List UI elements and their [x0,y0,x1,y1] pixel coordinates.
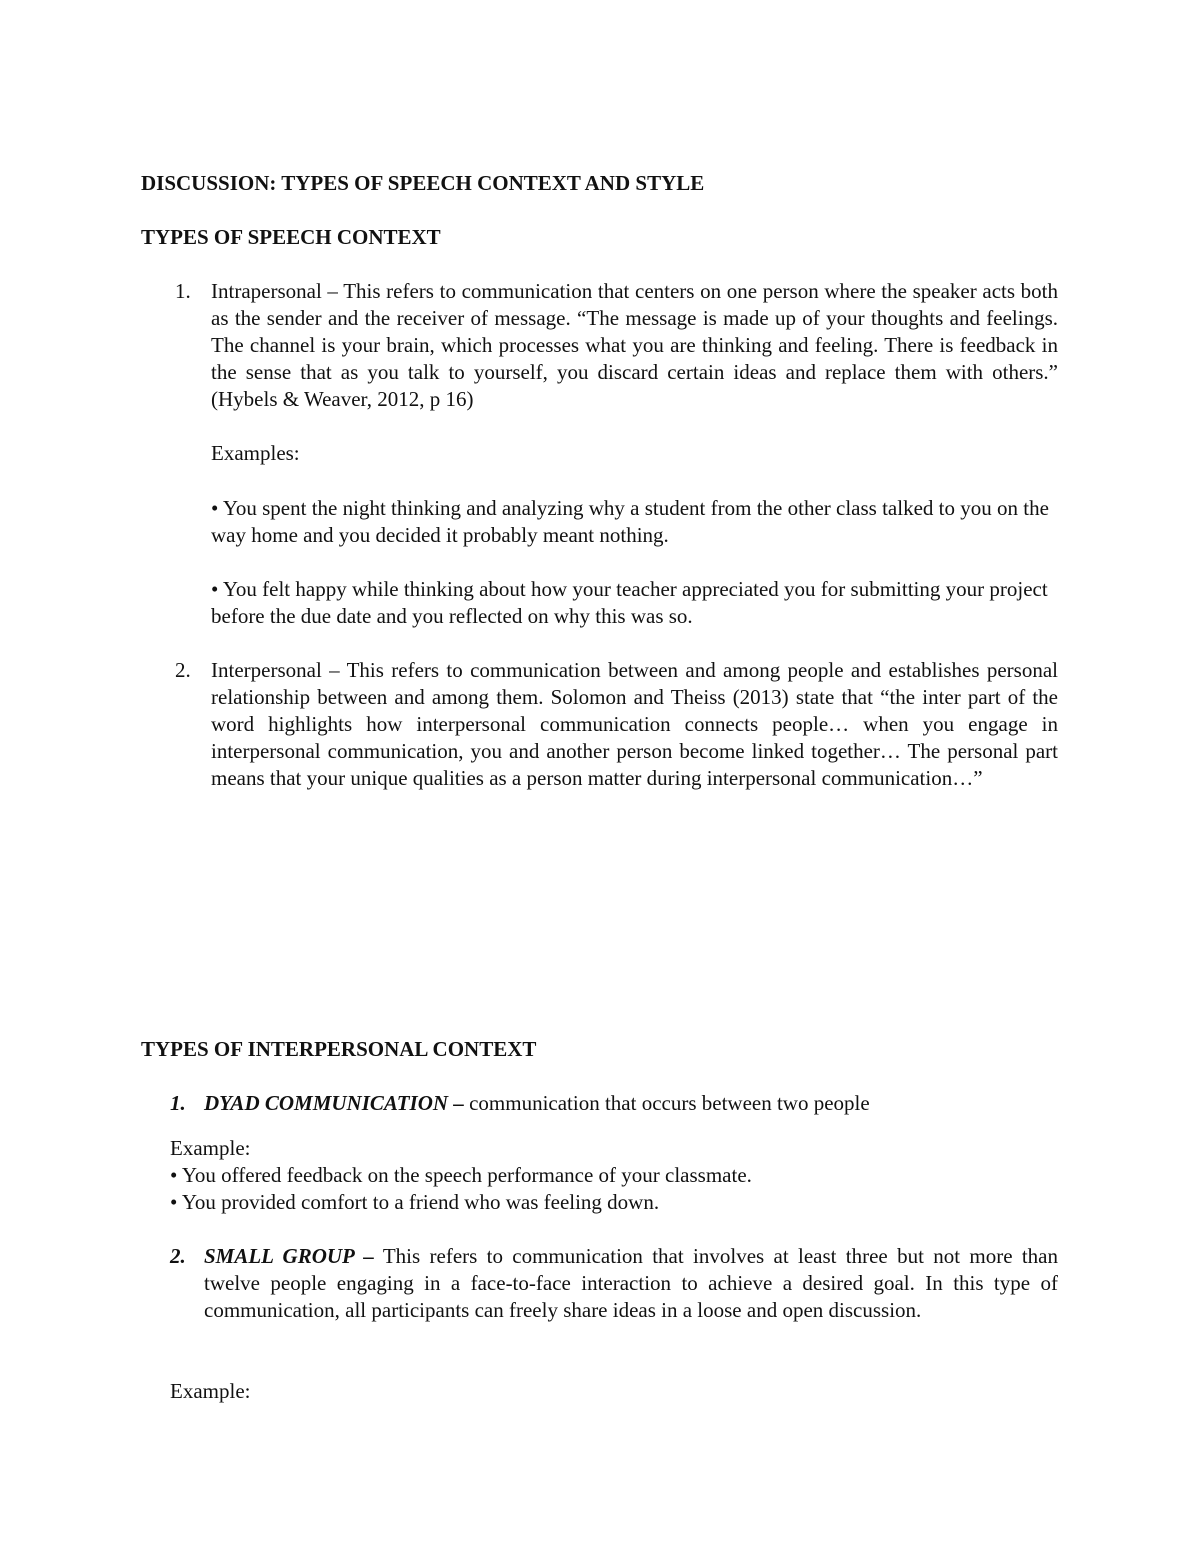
list-number: 1. [170,1091,186,1115]
document-title: DISCUSSION: TYPES OF SPEECH CONTEXT AND STYLE [141,171,705,195]
intrapersonal-paragraph: Intrapersonal – This refers to communication that centers on one person where the speaker acts both as the sender and the receiver of message. “The message is made up of your thoughts and feelings. The channel is your brain, which processes what you are thinking and feeling. There is feedback in the sense that as you talk to yourself, you discard certain ideas and replace them with others.” (Hybels & Weaver, 2012, p 16) [211,279,1058,411]
dyad-paragraph [204,1090,1064,1117]
dyad-term: DYAD COMMUNICATION – [204,1091,464,1115]
example-item: • You offered feedback on the speech performance of your classmate. [170,1163,752,1187]
small-group-definition: This refers to communication that involves at least three but not more than twelve people engaging in a face-to-face interaction to achieve a desired goal. In this type of communication, all participants can freely share ideas in a loose and open discussion. [204,1244,1058,1322]
list-number: 2. [170,1244,186,1268]
interpersonal-paragraph: Interpersonal – This refers to communication between and among people and establishes personal relationship between and among them. Solomon and Theiss (2013) state that “the inter part of the word highlights how interpersonal communication connects people… when you engage in interpersonal communication, you and another person become linked together… The personal part means that your unique qualities as a person matter during interpersonal communication…” [211,658,1058,790]
section-heading-speech-context: TYPES OF SPEECH CONTEXT [141,225,441,249]
small-group-paragraph [204,1243,1058,1324]
examples-label: Examples: [211,441,300,465]
examples-label: Example: [170,1379,251,1403]
list-number: 2. [175,658,191,682]
examples-label: Example: [170,1136,251,1160]
example-item: • You spent the night thinking and analyzing why a student from the other class talked to you on the way home and you decided it probably meant nothing. [211,496,1049,547]
dyad-definition: communication that occurs between two people [463,1091,870,1115]
small-group-term: SMALL GROUP – [204,1244,374,1268]
example-item: • You felt happy while thinking about how your teacher appreciated you for submitting your project before the due date and you reflected on why this was so. [211,577,1048,628]
list-number: 1. [175,279,191,303]
section-heading-interpersonal-context: TYPES OF INTERPERSONAL CONTEXT [141,1037,537,1061]
example-item: • You provided comfort to a friend who was feeling down. [170,1190,660,1214]
